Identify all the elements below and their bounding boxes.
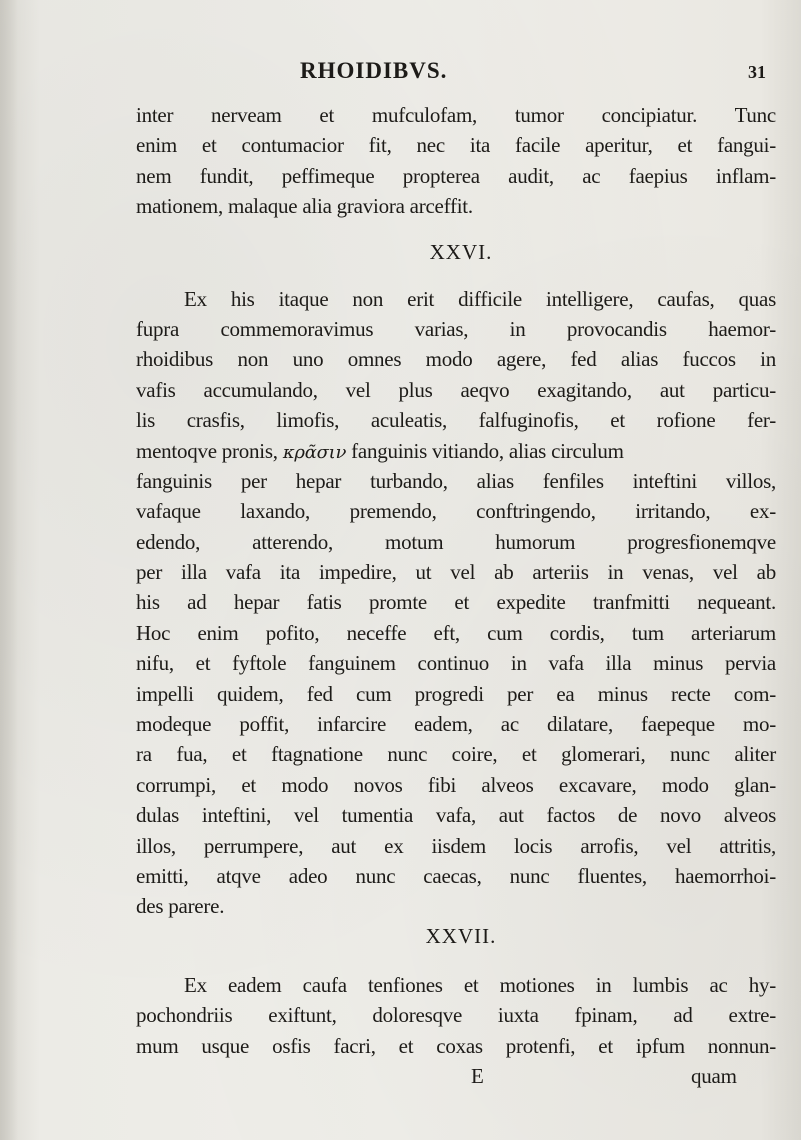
text-line: inter nerveam et mufculofam, tumor concipiatur. Tunc [136,103,776,127]
page-header [0,58,801,92]
text-line: nem fundit, peffimeque propterea audit, ac faepius inflam- [136,163,776,188]
text-line: rhoidibus non uno omnes modo agere, fed alias fuccos in [136,347,776,372]
text-line: emitti, atqve adeo nunc caecas, nunc fluentes, haemorrhoi- [136,863,776,888]
text-line: mum usque osfis facri, et coxas protenfi, et ipfum nonnun- [136,1033,776,1058]
section-heading-26: XXVI. [429,239,493,264]
text-line: corrumpi, et modo novos fibi alveos excavare, modo glan- [136,772,776,797]
text-fragment: mentoqve pronis, [136,438,278,463]
text-line: per illa vafa ita impedire, ut vel ab arteriis in venas, vel ab [136,560,776,585]
greek-word: κρᾶσιν [282,441,347,463]
text-line: illos, perrumpere, aut ex iisdem locis arrofis, vel attritis, [136,833,776,858]
text-line: modeque poffit, infarcire eadem, ac dilatare, faepeque mo- [136,712,776,737]
signature-mark: E [471,1063,484,1088]
text-line: lis crasfis, limofis, aculeatis, falfuginofis, et rofione fer- [136,408,776,433]
text-line: pochondriis exiftunt, doloresqve iuxta fpinam, ad extre- [136,1003,776,1028]
text-line: des parere. [136,894,225,919]
text-line: edendo, atterendo, motum humorum progresfionemqve [136,529,776,554]
text-line: Hoc enim pofito, neceffe eft, cum cordis, tum arteriarum [136,620,776,645]
text-line: vafis accumulando, vel plus aeqvo exagitando, aut particu- [136,377,776,402]
text-fragment: fanguinis vitiando, alias circulum [351,438,624,463]
text-line: ra fua, et ftagnatione nunc coire, et glomerari, nunc aliter [136,742,776,767]
text-line: Ex eadem caufa tenfiones et motiones in lumbis ac hy- [184,972,776,997]
text-line: fanguinis per hepar turbando, alias fenfiles inteftini villos, [136,468,776,493]
page-gutter-shadow [0,0,18,1140]
text-line-with-greek [136,436,776,466]
body-text [136,100,776,1091]
text-line: enim et contumacior fit, nec ita facile aperitur, et fangui- [136,133,776,158]
text-line: dulas inteftini, vel tumentia vafa, aut factos de novo alveos [136,803,776,828]
page-number: 31 [748,62,766,82]
page-footer [136,1061,776,1091]
section-heading-27: XXVII. [425,923,497,948]
text-line: mationem, malaque alia graviora arceffit. [136,194,473,219]
text-line: nifu, et fyftole fanguinem continuo in vafa illa minus pervia [136,651,776,676]
text-line: Ex his itaque non erit difficile intelligere, caufas, quas [184,286,776,311]
running-head: RHOIDIBVS. [300,58,448,83]
text-line: his ad hepar fatis promte et expedite tranfmitti nequeant. [136,590,776,615]
text-line: fupra commemoravimus varias, in provocandis haemor- [136,316,776,341]
text-line: impelli quidem, fed cum progredi per ea minus recte com- [136,681,776,706]
catchword: quam [691,1063,737,1088]
text-line: vafaque laxando, premendo, conftringendo, irritando, ex- [136,499,776,524]
